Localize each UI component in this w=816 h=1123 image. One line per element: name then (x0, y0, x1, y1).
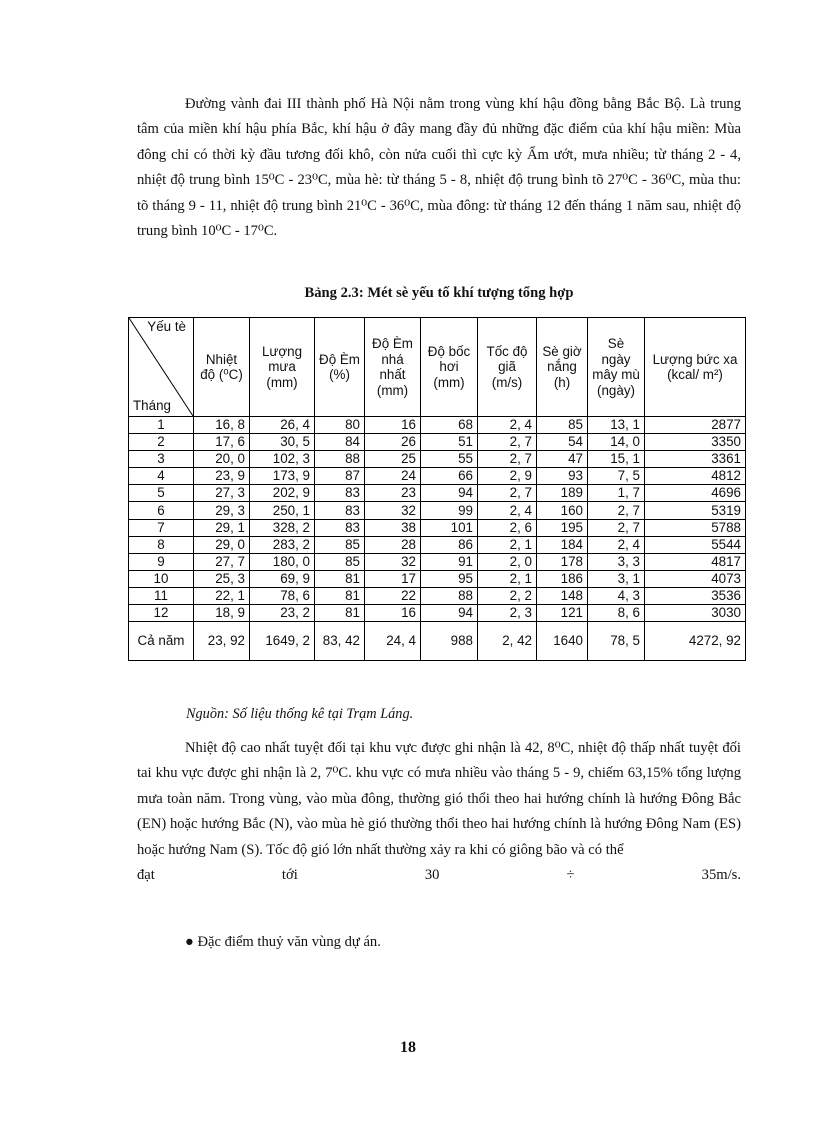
value-cell: 26 (365, 434, 421, 451)
table-source-note: Nguồn: Số liệu thống kê tại Trạm Láng. (186, 706, 414, 722)
value-cell: 3350 (645, 434, 746, 451)
value-cell: 2877 (645, 417, 746, 434)
value-cell: 3, 1 (588, 570, 645, 587)
value-cell: 2, 7 (478, 451, 537, 468)
value-cell: 17 (365, 570, 421, 587)
value-cell: 66 (421, 468, 478, 485)
value-cell: 173, 9 (250, 468, 315, 485)
value-cell: 4696 (645, 485, 746, 502)
value-cell: 23, 2 (250, 605, 315, 622)
value-cell: 17, 6 (194, 434, 250, 451)
value-cell: 16 (365, 417, 421, 434)
month-cell: 2 (129, 434, 194, 451)
total-value-cell: 83, 42 (315, 622, 365, 661)
month-cell: 7 (129, 519, 194, 536)
value-cell: 23 (365, 485, 421, 502)
value-cell: 83 (315, 485, 365, 502)
month-cell: 11 (129, 587, 194, 604)
value-cell: 2, 4 (478, 417, 537, 434)
value-cell: 189 (537, 485, 588, 502)
value-cell: 84 (315, 434, 365, 451)
value-cell: 160 (537, 502, 588, 519)
month-cell: 6 (129, 502, 194, 519)
column-header: Nhiệt độ (⁰C) (194, 318, 250, 417)
value-cell: 2, 2 (478, 587, 537, 604)
column-header: Tốc độ giã (m/s) (478, 318, 537, 417)
value-cell: 32 (365, 502, 421, 519)
value-cell: 186 (537, 570, 588, 587)
total-value-cell: 78, 5 (588, 622, 645, 661)
value-cell: 2, 4 (478, 502, 537, 519)
value-cell: 180, 0 (250, 553, 315, 570)
value-cell: 32 (365, 553, 421, 570)
value-cell: 18, 9 (194, 605, 250, 622)
value-cell: 22 (365, 587, 421, 604)
value-cell: 27, 3 (194, 485, 250, 502)
value-cell: 25 (365, 451, 421, 468)
table-row (129, 570, 746, 587)
corner-header (129, 318, 194, 417)
value-cell: 29, 1 (194, 519, 250, 536)
value-cell: 91 (421, 553, 478, 570)
value-cell: 81 (315, 570, 365, 587)
table-row (129, 434, 746, 451)
month-cell: 3 (129, 451, 194, 468)
table-row (129, 502, 746, 519)
value-cell: 81 (315, 587, 365, 604)
climate-table (128, 317, 746, 661)
value-cell: 30, 5 (250, 434, 315, 451)
value-cell: 121 (537, 605, 588, 622)
value-cell: 87 (315, 468, 365, 485)
value-cell: 2, 9 (478, 468, 537, 485)
value-cell: 2, 7 (588, 519, 645, 536)
value-cell: 55 (421, 451, 478, 468)
value-cell: 88 (315, 451, 365, 468)
month-cell: 9 (129, 553, 194, 570)
value-cell: 2, 6 (478, 519, 537, 536)
column-header: Độ Èm nhá nhất (mm) (365, 318, 421, 417)
table-header-row (129, 318, 746, 417)
total-value-cell: 4272, 92 (645, 622, 746, 661)
value-cell: 14, 0 (588, 434, 645, 451)
value-cell: 93 (537, 468, 588, 485)
value-cell: 27, 7 (194, 553, 250, 570)
value-cell: 16, 8 (194, 417, 250, 434)
total-value-cell: 1640 (537, 622, 588, 661)
value-cell: 178 (537, 553, 588, 570)
month-cell: 4 (129, 468, 194, 485)
value-cell: 1, 7 (588, 485, 645, 502)
value-cell: 25, 3 (194, 570, 250, 587)
value-cell: 202, 9 (250, 485, 315, 502)
value-cell: 184 (537, 536, 588, 553)
value-cell: 2, 1 (478, 570, 537, 587)
page-number: 18 (400, 1039, 416, 1056)
total-value-cell: 1649, 2 (250, 622, 315, 661)
value-cell: 85 (537, 417, 588, 434)
month-cell: 10 (129, 570, 194, 587)
value-cell: 4, 3 (588, 587, 645, 604)
value-cell: 28 (365, 536, 421, 553)
value-cell: 5788 (645, 519, 746, 536)
value-cell: 15, 1 (588, 451, 645, 468)
value-cell: 81 (315, 605, 365, 622)
value-cell: 102, 3 (250, 451, 315, 468)
value-cell: 2, 1 (478, 536, 537, 553)
value-cell: 26, 4 (250, 417, 315, 434)
corner-label-top: Yếu tè (147, 319, 186, 334)
table-row (129, 605, 746, 622)
value-cell: 47 (537, 451, 588, 468)
value-cell: 54 (537, 434, 588, 451)
table-row (129, 536, 746, 553)
value-cell: 99 (421, 502, 478, 519)
value-cell: 2, 7 (478, 485, 537, 502)
value-cell: 7, 5 (588, 468, 645, 485)
table-total-row (129, 622, 746, 661)
value-cell: 101 (421, 519, 478, 536)
value-cell: 78, 6 (250, 587, 315, 604)
total-value-cell: 988 (421, 622, 478, 661)
table-row (129, 468, 746, 485)
value-cell: 3361 (645, 451, 746, 468)
table-row (129, 451, 746, 468)
value-cell: 38 (365, 519, 421, 536)
column-header: Lượng bức xa (kcal/ m²) (645, 318, 746, 417)
value-cell: 83 (315, 519, 365, 536)
value-cell: 80 (315, 417, 365, 434)
value-cell: 4812 (645, 468, 746, 485)
value-cell: 23, 9 (194, 468, 250, 485)
value-cell: 88 (421, 587, 478, 604)
column-header: Độ Èm (%) (315, 318, 365, 417)
value-cell: 95 (421, 570, 478, 587)
intro-paragraph: Đường vành đai III thành phố Hà Nội nằm trong vùng khí hậu đồng bằng Bắc Bộ. Là trung tâm của miền khí hậu phía Bắc, khí hậu ở đây mang đầy đủ những đặc điểm của khí hậu miền: Mùa đông chỉ có thời kỳ đầu tương đối khô, còn nửa cuối thì cực kỳ Ẩm ướt, mưa nhiều; từ tháng 2 - 4, nhiệt độ trung bình 15⁰C - 23⁰C, mùa hè: từ tháng 5 - 8, nhiệt độ trung bình tõ 27⁰C - 36⁰C, mùa thu: tõ tháng 9 - 11, nhiệt độ trung bình 21⁰C - 36⁰C, mùa đông: từ tháng 12 đến tháng 1 năm sau, nhiệt độ trung bình 10⁰C - 17⁰C. (137, 96, 741, 240)
value-cell: 13, 1 (588, 417, 645, 434)
column-header: Lượng mưa (mm) (250, 318, 315, 417)
value-cell: 22, 1 (194, 587, 250, 604)
value-cell: 94 (421, 605, 478, 622)
value-cell: 68 (421, 417, 478, 434)
value-cell: 2, 0 (478, 553, 537, 570)
value-cell: 8, 6 (588, 605, 645, 622)
climate-paragraph-tail: đạt tới 30 ÷ 35m/s. (137, 867, 741, 884)
value-cell: 85 (315, 536, 365, 553)
column-header: Sè giờ nắng (h) (537, 318, 588, 417)
value-cell: 29, 0 (194, 536, 250, 553)
value-cell: 328, 2 (250, 519, 315, 536)
value-cell: 2, 7 (588, 502, 645, 519)
table-row (129, 519, 746, 536)
value-cell: 94 (421, 485, 478, 502)
total-value-cell: 2, 42 (478, 622, 537, 661)
value-cell: 29, 3 (194, 502, 250, 519)
value-cell: 2, 7 (478, 434, 537, 451)
table-row (129, 553, 746, 570)
value-cell: 2, 3 (478, 605, 537, 622)
value-cell: 83 (315, 502, 365, 519)
table-row (129, 417, 746, 434)
table-row (129, 587, 746, 604)
value-cell: 16 (365, 605, 421, 622)
value-cell: 2, 4 (588, 536, 645, 553)
month-cell: 8 (129, 536, 194, 553)
value-cell: 3, 3 (588, 553, 645, 570)
value-cell: 3030 (645, 605, 746, 622)
month-cell: 5 (129, 485, 194, 502)
corner-label-bottom: Tháng (133, 397, 171, 413)
climate-paragraph (137, 736, 741, 888)
table-row (129, 485, 746, 502)
month-cell: 12 (129, 605, 194, 622)
bullet-hydrology: ● Đặc điểm thuỷ văn vùng dự án. (185, 934, 381, 950)
value-cell: 148 (537, 587, 588, 604)
column-header: Sè ngày mây mù (ngày) (588, 318, 645, 417)
total-value-cell: 23, 92 (194, 622, 250, 661)
value-cell: 4817 (645, 553, 746, 570)
value-cell: 86 (421, 536, 478, 553)
column-header: Độ bốc hơi (mm) (421, 318, 478, 417)
value-cell: 250, 1 (250, 502, 315, 519)
value-cell: 20, 0 (194, 451, 250, 468)
value-cell: 3536 (645, 587, 746, 604)
value-cell: 4073 (645, 570, 746, 587)
total-label-cell: Cả năm (129, 622, 194, 661)
value-cell: 69, 9 (250, 570, 315, 587)
month-cell: 1 (129, 417, 194, 434)
value-cell: 24 (365, 468, 421, 485)
value-cell: 51 (421, 434, 478, 451)
value-cell: 5544 (645, 536, 746, 553)
value-cell: 5319 (645, 502, 746, 519)
value-cell: 283, 2 (250, 536, 315, 553)
table-caption: Bảng 2.3: Mét sè yếu tố khí tượng tổng hợp (304, 285, 574, 301)
value-cell: 85 (315, 553, 365, 570)
value-cell: 195 (537, 519, 588, 536)
total-value-cell: 24, 4 (365, 622, 421, 661)
climate-paragraph-main: Nhiệt độ cao nhất tuyệt đối tại khu vực được ghi nhận là 42, 8⁰C, nhiệt độ thấp nhất tuyệt đối tai khu vực được ghi nhận là 2, 7⁰C. khu vực có mưa nhiều vào tháng 5 - 9, chiếm 63,15% tổng lượng mưa toàn năm. Trong vùng, vào mùa đông, thường gió thổi theo hai hướng chính là hướng Đông Bắc (EN) hoặc hướng Bắc (N), vào mùa hè gió thường thổi theo hai hướng chính là hướng Đông Nam (ES) hoặc hướng Nam (S). Tốc độ gió lớn nhất thường xảy ra khi có giông bão và có thể (137, 740, 741, 858)
